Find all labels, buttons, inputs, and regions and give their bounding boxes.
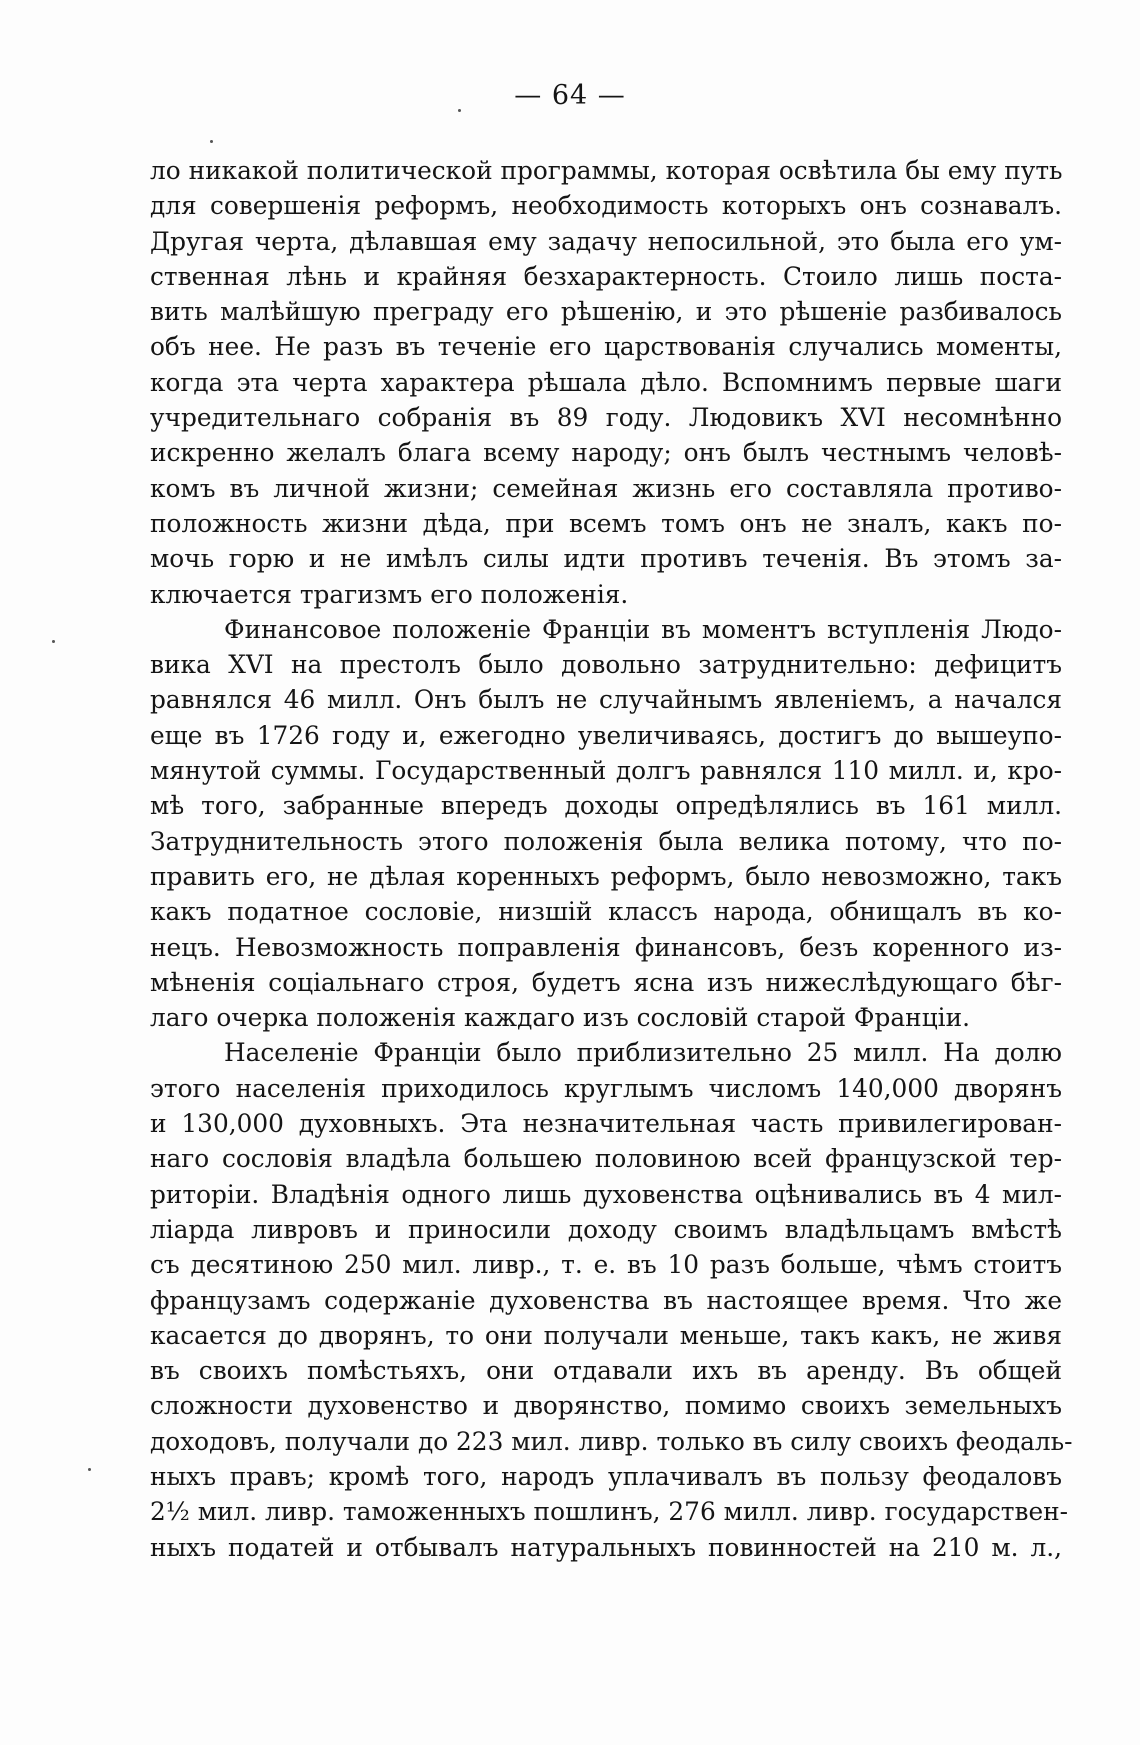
text-line: съ десятиною 250 мил. ливр., т. е. въ 10 разъ больше, чѣмъ стоитъ (150, 1250, 1062, 1280)
text-line: въ своихъ помѣстьяхъ, они отдавали ихъ въ аренду. Въ общей (150, 1356, 1062, 1386)
ink-speck (458, 109, 461, 112)
text-line: и 130,000 духовныхъ. Эта незначительная часть привилегирован- (150, 1109, 1062, 1139)
text-line: ліарда ливровъ и приносили доходу своимъ владѣльцамъ вмѣстѣ (150, 1214, 1062, 1244)
text-line: касается до дворянъ, то они получали меньше, такъ какъ, не живя (150, 1320, 1062, 1350)
text-line: риторіи. Владѣнія одного лишь духовенства оцѣнивались въ 4 мил- (150, 1179, 1062, 1209)
ink-speck (210, 140, 213, 143)
text-line: для совершенія реформъ, необходимость которыхъ онъ сознавалъ. (150, 191, 1062, 221)
text-line: наго сословія владѣла большею половиною всей французской тер- (150, 1144, 1062, 1174)
text-line: объ нее. Не разъ въ теченіе его царствованія случались моменты, (150, 332, 1062, 362)
text-line: французамъ содержаніе духовенства въ настоящее время. Что же (150, 1285, 1062, 1315)
text-line: 2½ мил. ливр. таможенныхъ пошлинъ, 276 милл. ливр. государствен- (150, 1497, 1069, 1527)
text-line: еще въ 1726 году и, ежегодно увеличиваясь, достигъ до вышеупо- (150, 720, 1062, 750)
text-line: ныхъ податей и отбывалъ натуральныхъ повинностей на 210 м. л., (150, 1532, 1062, 1562)
text-line: учредительнаго собранія въ 89 году. Людовикъ XVI несомнѣнно (150, 403, 1062, 433)
text-line: мочь горю и не имѣлъ силы идти противъ теченія. Въ этомъ за- (150, 544, 1062, 574)
text-line: нецъ. Невозможность поправленія финансовъ, безъ коренного из- (150, 932, 1062, 962)
text-line: ключается трагизмъ его положенія. (150, 579, 629, 609)
text-line: Другая черта, дѣлавшая ему задачу непосильной, это была его ум- (150, 226, 1062, 256)
text-line: доходовъ, получали до 223 мил. ливр. только въ силу своихъ феодаль- (150, 1426, 1073, 1456)
ink-speck (52, 640, 55, 643)
ink-speck (88, 1468, 91, 1471)
paragraph-first-line: Финансовое положеніе Франціи въ моментъ вступленія Людо- (224, 614, 1062, 644)
text-line: этого населенія приходилось круглымъ числомъ 140,000 дворянъ (150, 1073, 1062, 1103)
text-line: когда эта черта характера рѣшала дѣло. Вспомнимъ первые шаги (150, 367, 1062, 397)
text-line: комъ въ личной жизни; семейная жизнь его составляла противо- (150, 473, 1062, 503)
text-line: ло никакой политической программы, которая освѣтила бы ему путь (150, 156, 1063, 185)
text-line: лаго очерка положенія каждаго изъ сословій старой Франціи. (150, 1003, 970, 1033)
text-line: равнялся 46 милл. Онъ былъ не случайнымъ явленіемъ, а начался (150, 685, 1062, 715)
text-line: искренно желалъ блага всему народу; онъ былъ честнымъ человѣ- (150, 438, 1062, 468)
text-line: мянутой суммы. Государственный долгъ равнялся 110 милл. и, кро- (150, 756, 1062, 786)
body-text (150, 153, 1073, 1565)
text-line: править его, не дѣлая коренныхъ реформъ, было невозможно, такъ (150, 861, 1062, 891)
text-line: мѣненія соціальнаго строя, будетъ ясна изъ нижеслѣдующаго бѣг- (150, 967, 1062, 997)
text-line: сложности духовенство и дворянство, помимо своихъ земельныхъ (150, 1391, 1062, 1421)
text-line: ственная лѣнь и крайняя безхарактерность. Стоило лишь поста- (150, 261, 1062, 291)
paragraph-first-line: Населеніе Франціи было приблизительно 25 милл. На долю (224, 1038, 1062, 1068)
text-line: Затруднительность этого положенія была велика потому, что по- (150, 826, 1062, 856)
page-number: — 64 — (514, 80, 626, 111)
text-line: вить малѣйшую преграду его рѣшенію, и это рѣшеніе разбивалось (150, 297, 1062, 327)
text-line: какъ податное сословіе, низшій классъ народа, обнищалъ въ ко- (150, 897, 1062, 927)
text-line: ныхъ правъ; кромѣ того, народъ уплачивалъ въ пользу феодаловъ (150, 1461, 1062, 1491)
text-line: мѣ того, забранные впередъ доходы опредѣлялись въ 161 милл. (150, 791, 1062, 821)
text-line: вика XVI на престолъ было довольно затруднительно: дефицитъ (150, 650, 1062, 680)
text-line: положность жизни дѣда, при всемъ томъ онъ не зналъ, какъ по- (150, 508, 1062, 538)
